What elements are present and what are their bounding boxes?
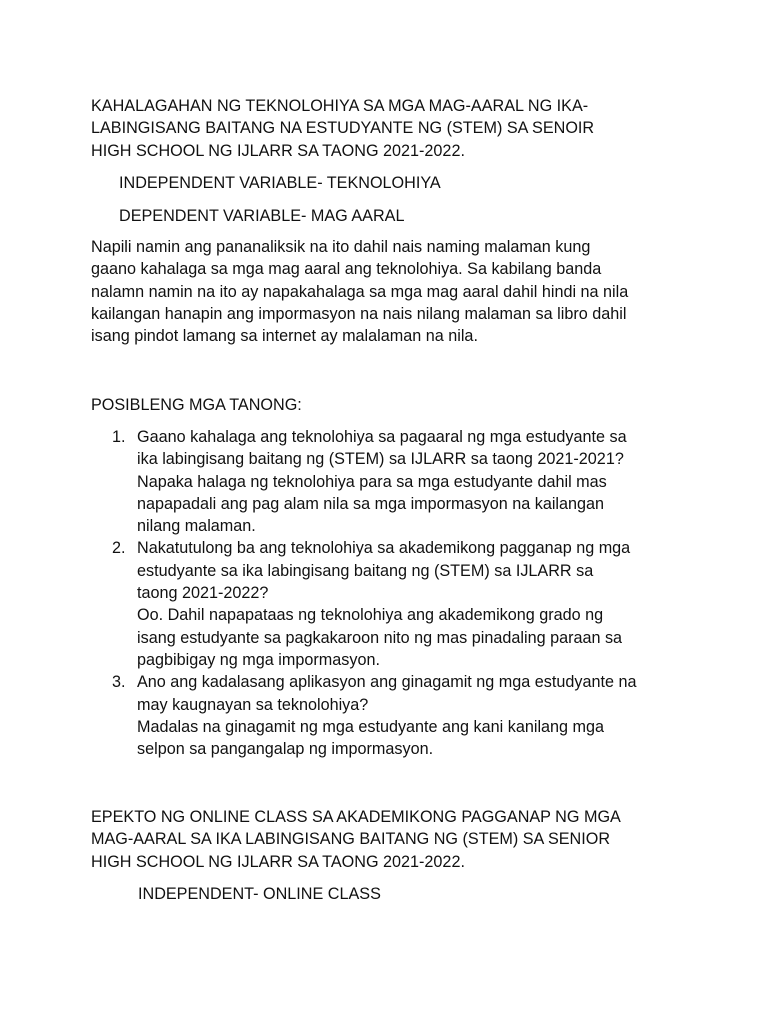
questions-heading bbox=[91, 394, 691, 416]
question-line: Ano ang kadalasang aplikasyon ang ginagamit ng mga estudyante na bbox=[137, 673, 637, 692]
paragraph-line: isang pindot lamang sa internet ay malalaman na nila. bbox=[91, 327, 478, 346]
title-1-line: HIGH SCHOOL NG IJLARR SA TAONG 2021-2022. bbox=[91, 141, 465, 160]
question-item-3 bbox=[112, 671, 692, 760]
rationale-paragraph bbox=[91, 236, 691, 347]
title-2-line: EPEKTO NG ONLINE CLASS SA AKADEMIKONG PAGGANAP NG MGA bbox=[91, 808, 621, 826]
title-1-line: KAHALAGAHAN NG TEKNOLOHIYA SA MGA MAG-AARAL NG IKA- bbox=[91, 97, 589, 115]
answer-line: Madalas na ginagamit ng mga estudyante ang kani kanilang mga bbox=[137, 717, 605, 736]
independent-variable-text: INDEPENDENT VARIABLE- TEKNOLOHIYA bbox=[119, 174, 441, 192]
question-number: 3. bbox=[112, 673, 126, 692]
question-line: Nakatutulong ba ang teknolohiya sa akademikong pagganap ng mga bbox=[137, 539, 631, 558]
answer-line: nilang malaman. bbox=[137, 517, 256, 536]
question-line: may kaugnayan sa teknolohiya? bbox=[137, 695, 369, 714]
question-line: estudyante sa ika labingisang baitang ng (STEM) sa IJLARR sa bbox=[137, 561, 594, 580]
question-line: Gaano kahalaga ang teknolohiya sa pagaaral ng mga estudyante sa bbox=[137, 428, 627, 446]
question-number: 2. bbox=[112, 539, 126, 558]
title-2-line: MAG-AARAL SA IKA LABINGISANG BAITANG NG (STEM) SA SENIOR bbox=[91, 830, 611, 849]
title-1-line: LABINGISANG BAITANG NA ESTUDYANTE NG (STEM) SA SENOIR bbox=[91, 119, 595, 138]
dependent-variable-text: DEPENDENT VARIABLE- MAG AARAL bbox=[119, 207, 405, 225]
independent-online-class bbox=[138, 883, 738, 905]
question-line: ika labingisang baitang ng (STEM) sa IJLARR sa taong 2021-2021? bbox=[137, 450, 624, 469]
document-title-1 bbox=[91, 95, 691, 162]
question-number: 1. bbox=[112, 428, 126, 446]
question-line: taong 2021-2022? bbox=[137, 584, 269, 603]
independent-online-class-text: INDEPENDENT- ONLINE CLASS bbox=[138, 885, 381, 903]
answer-line: selpon sa pangangalap ng impormasyon. bbox=[137, 740, 434, 759]
title-2-line: HIGH SCHOOL NG IJLARR SA TAONG 2021-2022. bbox=[91, 852, 465, 871]
answer-line: pagbibigay ng mga impormasyon. bbox=[137, 650, 380, 669]
answer-line: isang estudyante sa pagkakaroon nito ng mas pinadaling paraan sa bbox=[137, 628, 623, 647]
questions-list bbox=[112, 426, 692, 760]
question-item-1 bbox=[112, 426, 692, 537]
answer-line: napapadali ang pag alam nila sa mga impormasyon na kailangan bbox=[137, 494, 605, 513]
paragraph-line: nalamn namin na ito ay napakahalaga sa mga mag aaral dahil hindi na nila bbox=[91, 282, 629, 301]
independent-variable bbox=[119, 172, 719, 194]
paragraph-line: gaano kahalaga sa mga mag aaral ang teknolohiya. Sa kabilang banda bbox=[91, 260, 602, 279]
question-item-2 bbox=[112, 537, 692, 671]
dependent-variable bbox=[119, 205, 719, 227]
paragraph-line: Napili namin ang pananaliksik na ito dahil nais naming malaman kung bbox=[91, 238, 591, 256]
answer-line: Oo. Dahil napapataas ng teknolohiya ang akademikong grado ng bbox=[137, 606, 604, 625]
questions-heading-text: POSIBLENG MGA TANONG: bbox=[91, 396, 302, 414]
document-title-2 bbox=[91, 806, 691, 873]
paragraph-line: kailangan hanapin ang impormasyon na nais nilang malaman sa libro dahil bbox=[91, 304, 627, 323]
answer-line: Napaka halaga ng teknolohiya para sa mga estudyante dahil mas bbox=[137, 472, 607, 491]
